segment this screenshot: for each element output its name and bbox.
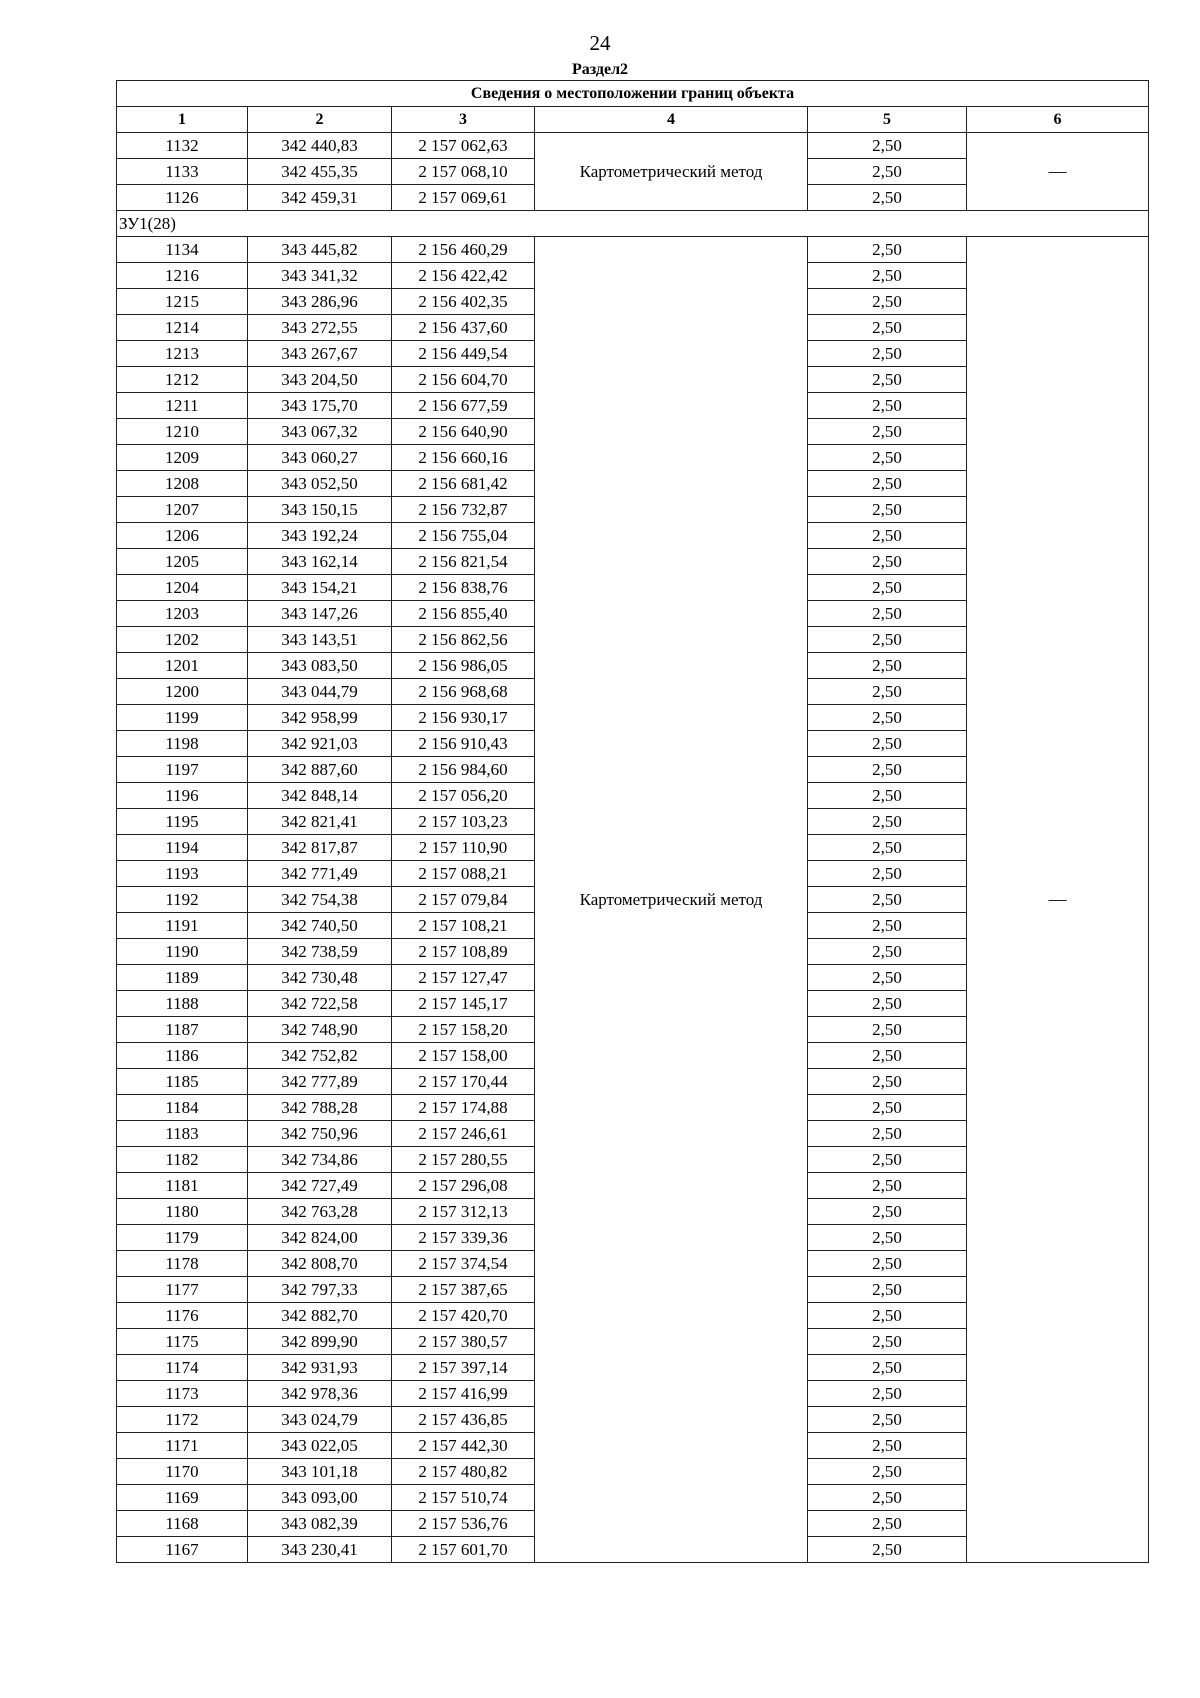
table-body [117,81,1149,1563]
accuracy-value: 2,50 [808,601,967,627]
point-number: 1213 [117,341,248,367]
coordinate-x: 343 147,26 [248,601,392,627]
point-number: 1180 [117,1199,248,1225]
accuracy-value: 2,50 [808,653,967,679]
point-number: 1192 [117,887,248,913]
coordinate-y: 2 157 280,55 [392,1147,535,1173]
point-number: 1171 [117,1433,248,1459]
coordinate-y: 2 157 170,44 [392,1069,535,1095]
coordinate-y: 2 157 246,61 [392,1121,535,1147]
group-label-row [117,211,1149,237]
coordinate-x: 342 817,87 [248,835,392,861]
coordinate-y: 2 157 601,70 [392,1537,535,1563]
coordinate-y: 2 157 510,74 [392,1485,535,1511]
accuracy-value: 2,50 [808,549,967,575]
point-number: 1126 [117,185,248,211]
coordinate-y: 2 156 732,87 [392,497,535,523]
coordinate-y: 2 156 930,17 [392,705,535,731]
accuracy-value: 2,50 [808,1095,967,1121]
coordinate-x: 343 154,21 [248,575,392,601]
coordinate-x: 343 067,32 [248,419,392,445]
point-number: 1203 [117,601,248,627]
coordinate-x: 343 204,50 [248,367,392,393]
method-cell: Картометрический метод [535,133,808,211]
point-number: 1173 [117,1381,248,1407]
accuracy-value: 2,50 [808,1199,967,1225]
accuracy-value: 2,50 [808,523,967,549]
accuracy-value: 2,50 [808,1459,967,1485]
point-number: 1215 [117,289,248,315]
coordinate-x: 343 022,05 [248,1433,392,1459]
accuracy-value: 2,50 [808,757,967,783]
point-number: 1185 [117,1069,248,1095]
accuracy-value: 2,50 [808,185,967,211]
accuracy-value: 2,50 [808,393,967,419]
coordinate-x: 342 777,89 [248,1069,392,1095]
accuracy-value: 2,50 [808,1121,967,1147]
section-title: Раздел2 [571,61,629,78]
accuracy-value: 2,50 [808,627,967,653]
column6-cell: — [967,133,1149,211]
coordinate-x: 343 162,14 [248,549,392,575]
coordinate-y: 2 157 110,90 [392,835,535,861]
header-cell: 1 [117,107,248,133]
coordinate-x: 342 440,83 [248,133,392,159]
coordinate-x: 343 192,24 [248,523,392,549]
coordinate-x: 342 887,60 [248,757,392,783]
point-number: 1133 [117,159,248,185]
coordinate-y: 2 156 910,43 [392,731,535,757]
coordinate-x: 342 797,33 [248,1277,392,1303]
point-number: 1205 [117,549,248,575]
accuracy-value: 2,50 [808,679,967,705]
accuracy-value: 2,50 [808,315,967,341]
coordinate-y: 2 157 108,89 [392,939,535,965]
coordinate-x: 342 748,90 [248,1017,392,1043]
point-number: 1202 [117,627,248,653]
accuracy-value: 2,50 [808,1381,967,1407]
coordinate-x: 342 763,28 [248,1199,392,1225]
point-number: 1172 [117,1407,248,1433]
coordinate-y: 2 157 397,14 [392,1355,535,1381]
point-number: 1199 [117,705,248,731]
coordinate-y: 2 157 158,20 [392,1017,535,1043]
coordinate-y: 2 157 068,10 [392,159,535,185]
coordinate-x: 343 230,41 [248,1537,392,1563]
method-cell: Картометрический метод [535,237,808,1563]
coordinate-x: 342 455,35 [248,159,392,185]
point-number: 1187 [117,1017,248,1043]
coordinate-y: 2 156 984,60 [392,757,535,783]
coordinate-x: 342 730,48 [248,965,392,991]
coordinate-x: 342 754,38 [248,887,392,913]
point-number: 1169 [117,1485,248,1511]
accuracy-value: 2,50 [808,1329,967,1355]
accuracy-value: 2,50 [808,341,967,367]
point-number: 1210 [117,419,248,445]
coordinate-y: 2 157 069,61 [392,185,535,211]
coordinate-y: 2 157 312,13 [392,1199,535,1225]
coordinate-y: 2 156 604,70 [392,367,535,393]
coordinate-x: 342 788,28 [248,1095,392,1121]
coordinate-y: 2 157 056,20 [392,783,535,809]
coordinate-y: 2 156 986,05 [392,653,535,679]
coordinate-x: 342 882,70 [248,1303,392,1329]
coordinate-x: 342 824,00 [248,1225,392,1251]
accuracy-value: 2,50 [808,1511,967,1537]
coordinate-y: 2 157 536,76 [392,1511,535,1537]
coordinate-y: 2 156 838,76 [392,575,535,601]
coordinate-y: 2 157 079,84 [392,887,535,913]
accuracy-value: 2,50 [808,965,967,991]
point-number: 1184 [117,1095,248,1121]
accuracy-value: 2,50 [808,1017,967,1043]
accuracy-value: 2,50 [808,835,967,861]
point-number: 1179 [117,1225,248,1251]
coordinate-x: 342 752,82 [248,1043,392,1069]
coordinate-x: 343 060,27 [248,445,392,471]
header-cell: 4 [535,107,808,133]
group-label: ЗУ1(28) [117,211,1149,237]
coordinate-y: 2 157 380,57 [392,1329,535,1355]
coordinate-x: 342 771,49 [248,861,392,887]
accuracy-value: 2,50 [808,289,967,315]
accuracy-value: 2,50 [808,939,967,965]
coordinate-y: 2 157 158,00 [392,1043,535,1069]
coordinate-y: 2 157 088,21 [392,861,535,887]
accuracy-value: 2,50 [808,783,967,809]
point-number: 1182 [117,1147,248,1173]
coordinate-x: 342 931,93 [248,1355,392,1381]
point-number: 1209 [117,445,248,471]
point-number: 1174 [117,1355,248,1381]
coordinate-y: 2 157 387,65 [392,1277,535,1303]
coordinate-y: 2 156 422,42 [392,263,535,289]
coordinate-y: 2 156 460,29 [392,237,535,263]
accuracy-value: 2,50 [808,159,967,185]
accuracy-value: 2,50 [808,705,967,731]
coordinate-x: 342 750,96 [248,1121,392,1147]
point-number: 1189 [117,965,248,991]
accuracy-value: 2,50 [808,1277,967,1303]
header-cell: 2 [248,107,392,133]
coordinate-x: 343 143,51 [248,627,392,653]
coordinate-y: 2 157 062,63 [392,133,535,159]
point-number: 1191 [117,913,248,939]
coordinate-x: 342 722,58 [248,991,392,1017]
coordinate-y: 2 157 420,70 [392,1303,535,1329]
accuracy-value: 2,50 [808,575,967,601]
accuracy-value: 2,50 [808,237,967,263]
accuracy-value: 2,50 [808,991,967,1017]
point-number: 1186 [117,1043,248,1069]
coordinate-x: 342 738,59 [248,939,392,965]
coordinate-x: 343 286,96 [248,289,392,315]
point-number: 1194 [117,835,248,861]
coordinate-x: 342 821,41 [248,809,392,835]
coordinate-x: 342 958,99 [248,705,392,731]
point-number: 1178 [117,1251,248,1277]
point-number: 1200 [117,679,248,705]
accuracy-value: 2,50 [808,1433,967,1459]
coordinate-y: 2 156 821,54 [392,549,535,575]
point-number: 1207 [117,497,248,523]
accuracy-value: 2,50 [808,1251,967,1277]
coordinate-y: 2 156 640,90 [392,419,535,445]
coordinate-y: 2 157 442,30 [392,1433,535,1459]
point-number: 1216 [117,263,248,289]
coordinate-x: 343 101,18 [248,1459,392,1485]
coordinate-y: 2 157 480,82 [392,1459,535,1485]
accuracy-value: 2,50 [808,913,967,939]
coordinate-y: 2 157 339,36 [392,1225,535,1251]
table-header-row [117,107,1149,133]
accuracy-value: 2,50 [808,887,967,913]
table-row [117,237,1149,263]
coordinate-y: 2 156 402,35 [392,289,535,315]
point-number: 1134 [117,237,248,263]
accuracy-value: 2,50 [808,1355,967,1381]
table-caption-row [117,81,1149,107]
point-number: 1132 [117,133,248,159]
accuracy-value: 2,50 [808,445,967,471]
coordinate-y: 2 157 174,88 [392,1095,535,1121]
header-cell: 5 [808,107,967,133]
coordinate-x: 343 445,82 [248,237,392,263]
accuracy-value: 2,50 [808,1303,967,1329]
accuracy-value: 2,50 [808,1407,967,1433]
table-caption: Сведения о местоположении границ объекта [117,81,1149,107]
point-number: 1195 [117,809,248,835]
coordinate-y: 2 156 681,42 [392,471,535,497]
point-number: 1198 [117,731,248,757]
point-number: 1177 [117,1277,248,1303]
coordinate-y: 2 157 374,54 [392,1251,535,1277]
coordinate-x: 342 734,86 [248,1147,392,1173]
coordinate-x: 343 175,70 [248,393,392,419]
point-number: 1168 [117,1511,248,1537]
coordinate-x: 343 150,15 [248,497,392,523]
point-number: 1214 [117,315,248,341]
coordinate-x: 343 083,50 [248,653,392,679]
coordinate-x: 342 978,36 [248,1381,392,1407]
coordinate-y: 2 156 755,04 [392,523,535,549]
coordinate-x: 343 093,00 [248,1485,392,1511]
coordinate-y: 2 156 449,54 [392,341,535,367]
coordinate-y: 2 156 855,40 [392,601,535,627]
accuracy-value: 2,50 [808,1485,967,1511]
coordinate-x: 343 272,55 [248,315,392,341]
coordinate-y: 2 156 437,60 [392,315,535,341]
coordinate-y: 2 156 862,56 [392,627,535,653]
point-number: 1176 [117,1303,248,1329]
header-cell: 6 [967,107,1149,133]
coordinate-x: 343 267,67 [248,341,392,367]
point-number: 1170 [117,1459,248,1485]
point-number: 1188 [117,991,248,1017]
header-cell: 3 [392,107,535,133]
accuracy-value: 2,50 [808,497,967,523]
page-number: 24 [589,31,611,55]
point-number: 1201 [117,653,248,679]
point-number: 1167 [117,1537,248,1563]
point-number: 1212 [117,367,248,393]
coordinate-x: 342 899,90 [248,1329,392,1355]
coordinate-x: 343 044,79 [248,679,392,705]
coordinate-x: 343 341,32 [248,263,392,289]
coordinate-y: 2 157 127,47 [392,965,535,991]
point-number: 1183 [117,1121,248,1147]
accuracy-value: 2,50 [808,1069,967,1095]
point-number: 1197 [117,757,248,783]
coordinate-x: 342 459,31 [248,185,392,211]
accuracy-value: 2,50 [808,1537,967,1563]
coordinate-x: 342 921,03 [248,731,392,757]
accuracy-value: 2,50 [808,471,967,497]
coordinate-y: 2 156 968,68 [392,679,535,705]
coordinate-y: 2 157 103,23 [392,809,535,835]
accuracy-value: 2,50 [808,1225,967,1251]
point-number: 1211 [117,393,248,419]
point-number: 1208 [117,471,248,497]
coordinate-x: 342 848,14 [248,783,392,809]
boundary-table [116,80,1149,1563]
coordinate-x: 342 808,70 [248,1251,392,1277]
coordinate-y: 2 157 416,99 [392,1381,535,1407]
accuracy-value: 2,50 [808,1147,967,1173]
column6-cell: — [967,237,1149,1563]
accuracy-value: 2,50 [808,367,967,393]
accuracy-value: 2,50 [808,263,967,289]
accuracy-value: 2,50 [808,133,967,159]
point-number: 1196 [117,783,248,809]
point-number: 1175 [117,1329,248,1355]
coordinate-x: 343 024,79 [248,1407,392,1433]
coordinate-y: 2 157 145,17 [392,991,535,1017]
point-number: 1193 [117,861,248,887]
accuracy-value: 2,50 [808,1173,967,1199]
coordinate-y: 2 157 108,21 [392,913,535,939]
coordinate-x: 343 082,39 [248,1511,392,1537]
coordinate-y: 2 156 677,59 [392,393,535,419]
accuracy-value: 2,50 [808,419,967,445]
point-number: 1206 [117,523,248,549]
coordinate-x: 342 727,49 [248,1173,392,1199]
point-number: 1181 [117,1173,248,1199]
point-number: 1204 [117,575,248,601]
point-number: 1190 [117,939,248,965]
coordinate-y: 2 157 436,85 [392,1407,535,1433]
accuracy-value: 2,50 [808,861,967,887]
coordinate-y: 2 156 660,16 [392,445,535,471]
accuracy-value: 2,50 [808,809,967,835]
coordinate-x: 342 740,50 [248,913,392,939]
coordinate-x: 343 052,50 [248,471,392,497]
accuracy-value: 2,50 [808,731,967,757]
coordinate-y: 2 157 296,08 [392,1173,535,1199]
table-row [117,133,1149,159]
accuracy-value: 2,50 [808,1043,967,1069]
